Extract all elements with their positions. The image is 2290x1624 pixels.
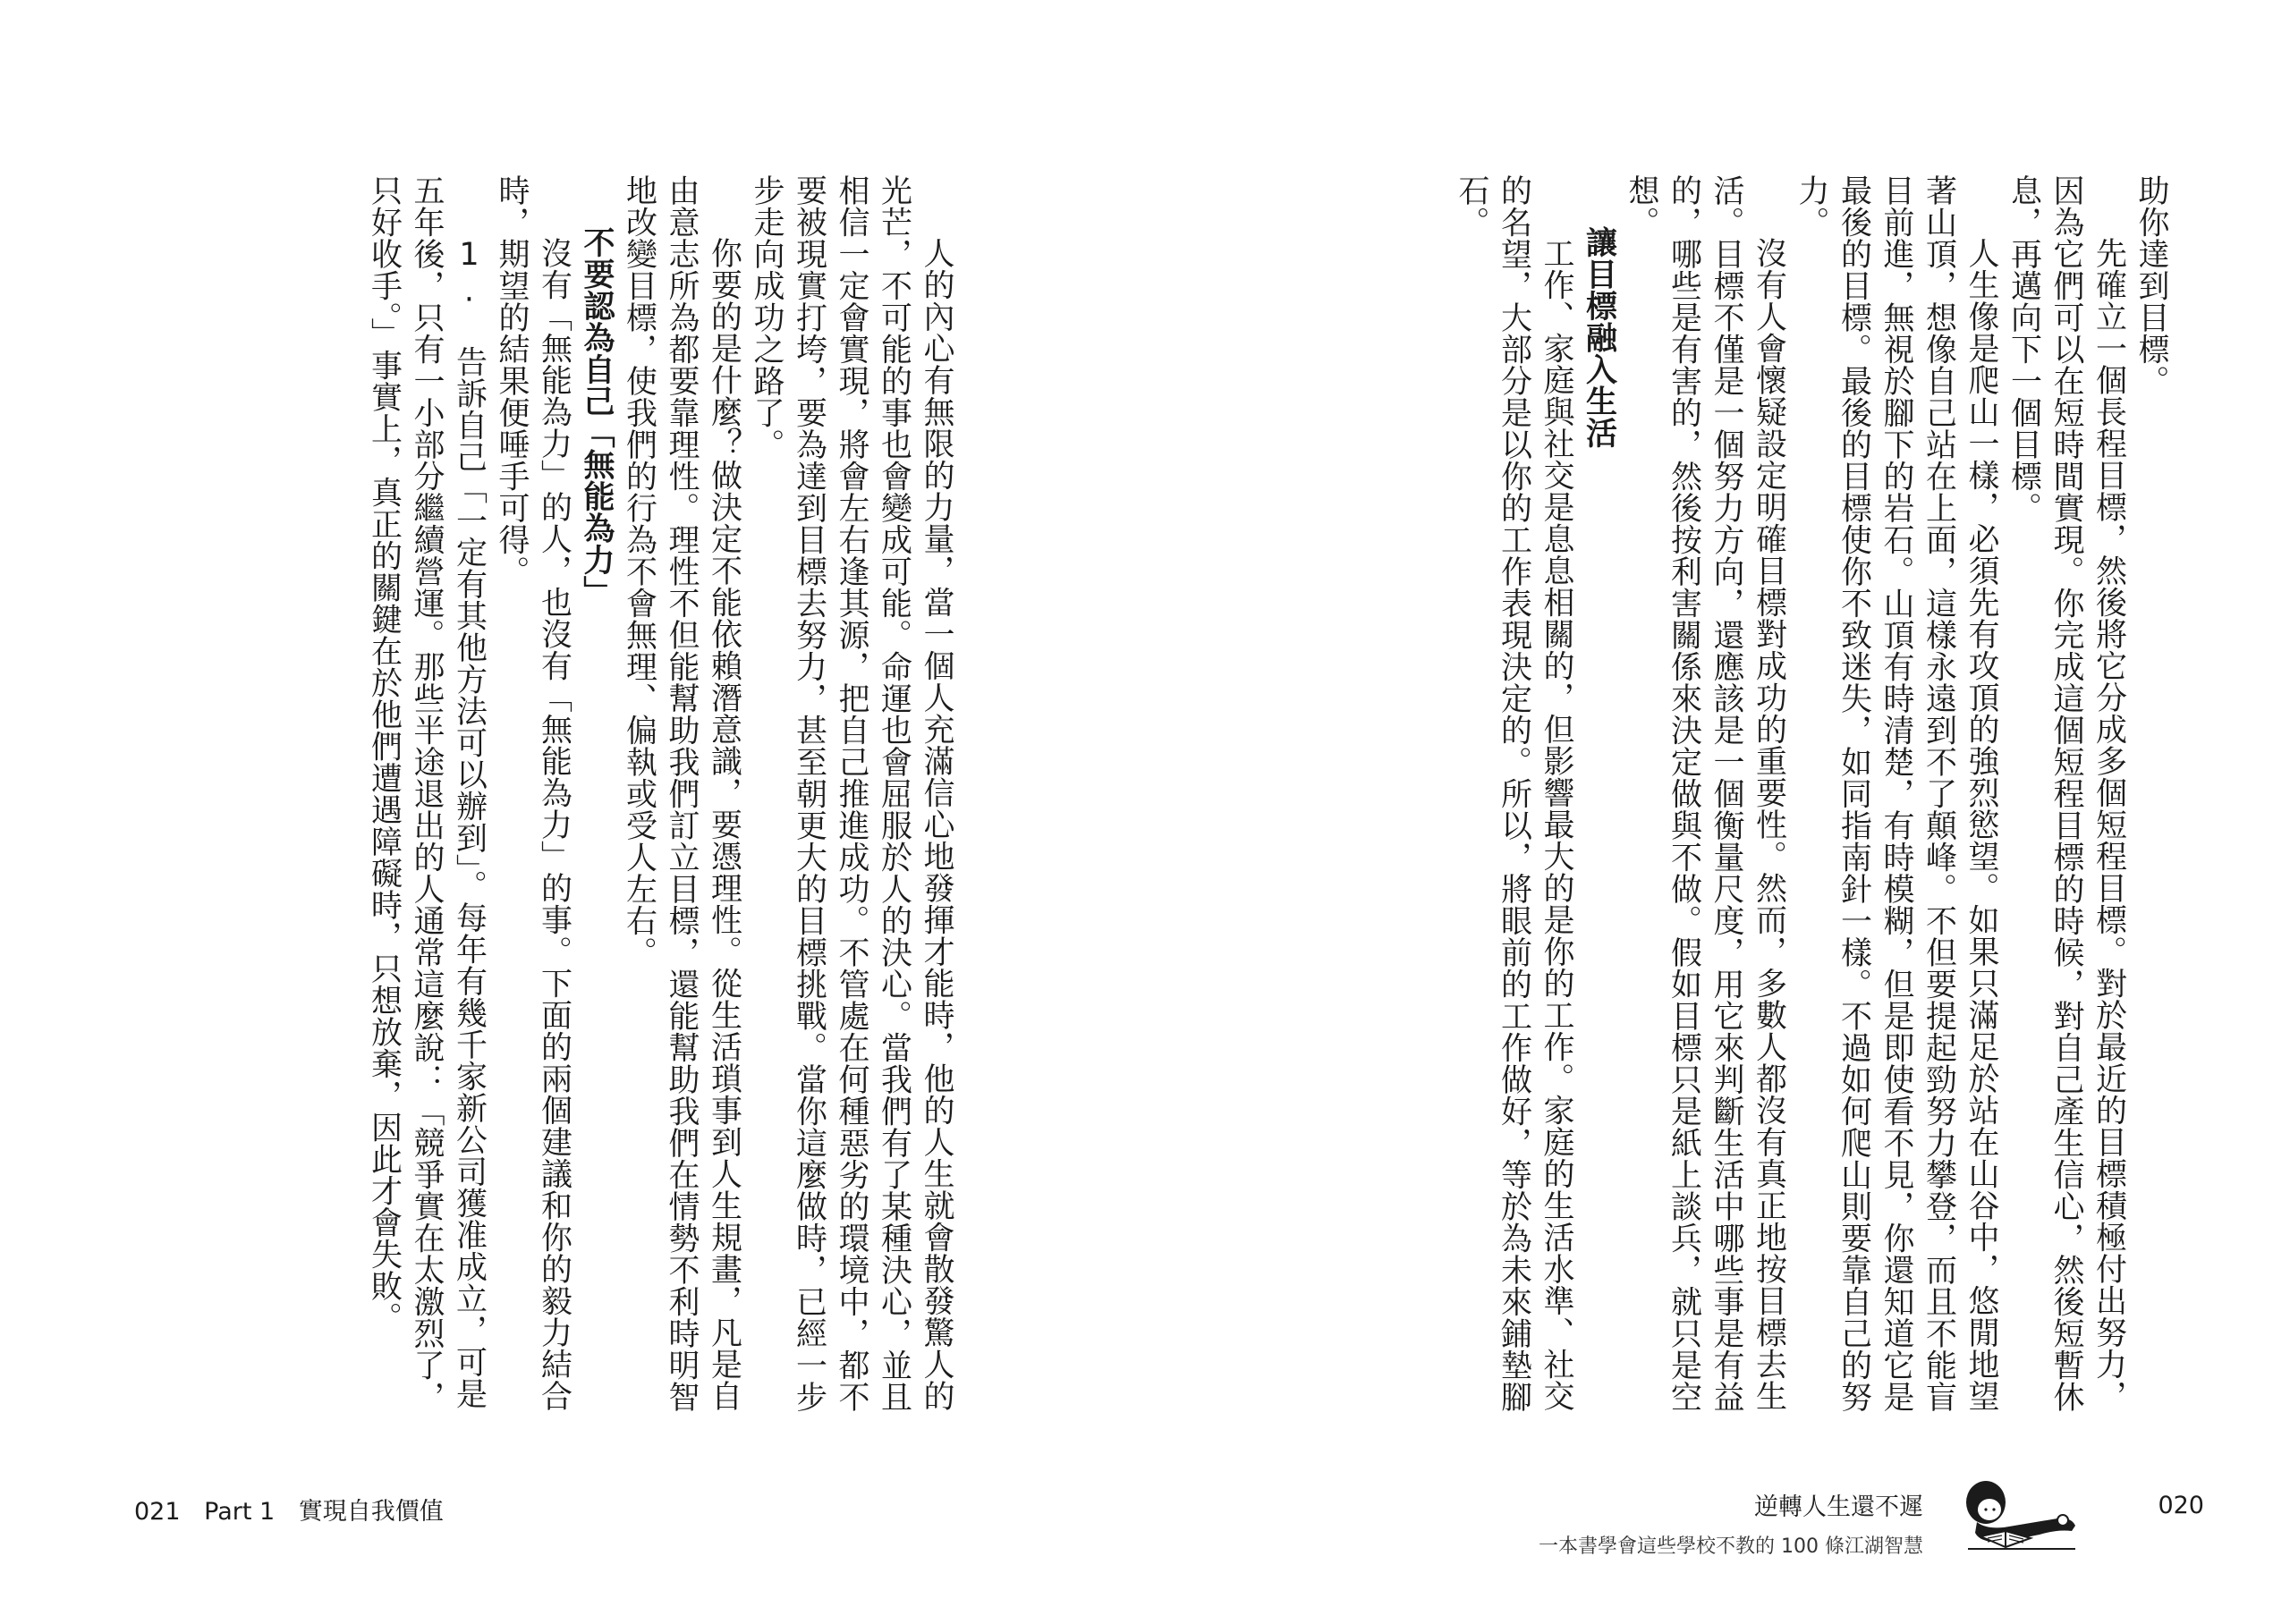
left-page-body — [63, 174, 957, 1435]
right-page-paragraph-2: 人生像是爬山一樣，必須先有攻頂的強烈慾望。如果只滿足於站在山谷中，悠閒地望著山頂，想像自己站在上面，這樣永遠到不了顛峰。不但要提起勁努力攀登，而且不能盲目前進，無視於腳下的岩石。山頂有時清楚，有時模糊，但是即使看不見，你還知道它是最後的目標。最後的目標使你不致迷失，如同指南針一樣。不過如何爬山則要靠自己的努力。 — [1794, 174, 1999, 1413]
right-page-paragraph-1: 先確立一個長程目標，然後將它分成多個短程目標。對於最近的目標積極付出努力，因為它們可以在短時間實現。你完成這個短程目標的時候，對自己產生信心，然後短暫休息，再邁向下一個目標。 — [2006, 174, 2127, 1413]
right-page-body — [1161, 174, 2172, 1435]
left-page-paragraph-3: 沒有「無能為力」的人，也沒有「無能為力」的事。下面的兩個建議和你的毅力結合時，期望的結果便唾手可得。 — [494, 174, 572, 1412]
page-number-left: 021 — [134, 1498, 181, 1526]
running-header-left — [134, 1492, 460, 1527]
part-label: Part 1 — [204, 1498, 276, 1526]
book-title: 逆轉人生還不遲 — [1754, 1493, 1923, 1521]
reading-person-icon — [1950, 1467, 2084, 1565]
right-page-paragraph-3: 沒有人會懷疑設定明確目標對成功的重要性。然而，多數人都沒有真正地按目標去生活。目標不僅是一個努力方向，還應該是一個衡量尺度，用它來判斷生活中哪些事是有益的，哪些是有害的，然後按利害關係來決定做與不做。假如目標只是紙上談兵，就只是空想。 — [1624, 174, 1787, 1413]
page-number-right: 020 — [2158, 1492, 2204, 1519]
left-page-paragraph-1: 你要的是什麼？做決定不能依賴潛意識，要憑理性。從生活瑣事到人生規畫，凡是自由意志所為都要靠理性。理性不但能幫助我們訂立目標，還能幫助我們在情勢不利時明智地改變目標，使我們的行為不會無理、偏執或受人左右。 — [621, 174, 742, 1413]
right-page-paragraph-5: 工作、家庭與社交是息息相關的，但影響最大的是你的工作。家庭的生活水準、社交的名望，大部分是以你的工作表現決定的。所以，將眼前的工作做好，等於為未來鋪墊腳石。 — [1454, 174, 1574, 1413]
left-page-heading-2: 不要認為自己「無能為力」 — [579, 226, 615, 607]
left-page-paragraph-0: 人的內心有無限的力量，當一個人充滿信心地發揮才能時，他的人生就會散發驚人的光芒，不可能的事也會變成可能。命運也會屈服於人的決心。當我們有了某種決心，並且相信一定會實現，將會左右逢其源，把自己推進成功。不管處在何種惡劣的環境中，都不要被現實打垮，要為達到目標去努力，甚至朝更大的目標挑戰。當你這麼做時，已經一步步走向成功之路了。 — [749, 174, 954, 1413]
right-page — [1145, 0, 2290, 1624]
right-page-heading-4: 讓目標融入生活 — [1581, 226, 1617, 449]
chapter-title: 實現自我價值 — [298, 1498, 444, 1526]
left-page-paragraph-4: 1. 告訴自己「一定有其他方法可以辦到」。每年有幾千家新公司獲准成立，可是五年後，只有一小部分繼續營運。那些半途退出的人通常這麼說：「競爭實在太激烈了，只好收手。」事實上，真正的關鍵在於他們遭遇障礙時，只想放棄，因此才會失敗。 — [366, 174, 488, 1413]
right-page-paragraph-0: 助你達到目標。 — [2133, 174, 2169, 397]
book-subtitle: 一本書學會這些學校不教的 100 條江湖智慧 — [1539, 1535, 1923, 1558]
